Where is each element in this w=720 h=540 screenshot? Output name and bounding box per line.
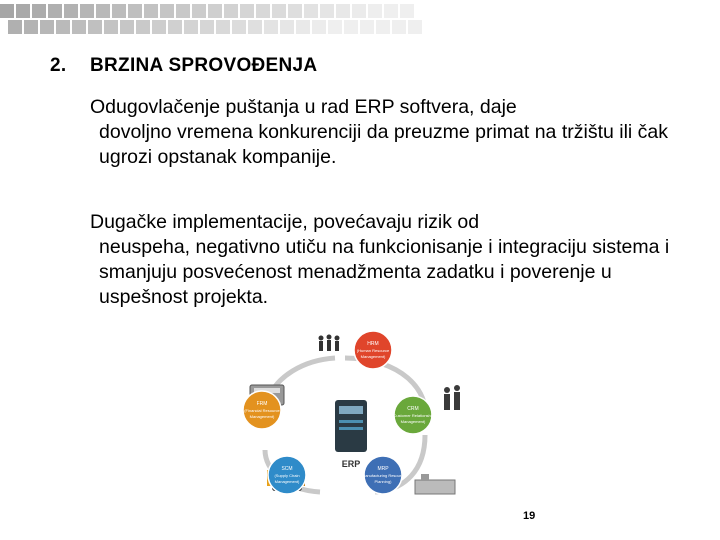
module-abbr: FRM [256,401,268,407]
decorative-square-pattern [0,0,720,50]
module-caption: (Manufacturing Resource [360,473,406,478]
page-number: 19 [523,510,536,522]
decorative-square [352,4,366,18]
decorative-square [8,20,22,34]
paragraph-1 [90,95,690,170]
decorative-square [88,20,102,34]
decorative-square [336,4,350,18]
decorative-square [16,4,30,18]
decorative-square [64,4,78,18]
erp-module-frm [243,391,281,429]
decorative-square [240,4,254,18]
people-icon [319,335,340,352]
module-abbr: SCM [281,466,293,472]
decorative-square [40,20,54,34]
decorative-square [48,4,62,18]
slide-heading [50,55,317,77]
decorative-square [80,4,94,18]
decorative-square [344,20,358,34]
decorative-square [0,4,14,18]
decorative-square [320,4,334,18]
decorative-square [136,20,150,34]
erp-diagram [225,330,465,510]
module-caption: Management) [274,479,300,484]
erp-module-scm [268,456,306,494]
business-people-icon [444,385,460,410]
paragraph-2-rest: neuspeha, negativno utiču na funkcionisanje i integraciju sistema i smanjuju posvećenost menadžmenta zadatku i poverenje u uspešnost projekta. [99,236,670,308]
decorative-square [304,4,318,18]
module-abbr: HRM [367,341,379,347]
decorative-square [232,20,246,34]
decorative-square [264,20,278,34]
decorative-square [224,4,238,18]
erp-module-mrp [361,456,407,494]
decorative-square [400,4,414,18]
module-abbr: MRP [377,466,389,472]
module-abbr: CRM [407,406,419,412]
erp-module-crm [392,396,435,434]
factory-icon [415,474,455,494]
decorative-square [24,20,38,34]
server-icon [335,400,367,452]
decorative-square [312,20,326,34]
decorative-square [168,20,182,34]
decorative-square [144,4,158,18]
decorative-square [376,20,390,34]
decorative-square [296,20,310,34]
erp-center-label: ERP [341,459,361,469]
decorative-square [208,4,222,18]
decorative-square [368,4,382,18]
decorative-square [288,4,302,18]
paragraph-1-rest: dovoljno vremena konkurenciji da preuzme primat na tržištu ili čak ugrozi opstanak kompanije. [99,121,669,168]
decorative-square [280,20,294,34]
decorative-square [112,4,126,18]
decorative-square [328,20,342,34]
decorative-square [384,4,398,18]
module-caption: (Financial Resource [244,408,280,413]
module-caption: Management) [249,414,275,419]
decorative-square [192,4,206,18]
decorative-square [72,20,86,34]
decorative-square [216,20,230,34]
paragraph-2 [90,210,690,310]
decorative-square [360,20,374,34]
decorative-square [56,20,70,34]
decorative-square [248,20,262,34]
decorative-square [256,4,270,18]
decorative-square [32,4,46,18]
paragraph-2-first-line: Dugačke implementacije, povećavaju rizik od [90,211,480,233]
decorative-square [96,4,110,18]
decorative-square [152,20,166,34]
decorative-square [272,4,286,18]
decorative-square [408,20,422,34]
paragraph-1-first-line: Odugovlačenje puštanja u rad ERP softvera, daje [90,96,517,118]
erp-module-hrm [354,331,392,369]
heading-text: BRZINA SPROVOĐENJA [90,55,318,76]
decorative-square [128,4,142,18]
decorative-square [184,20,198,34]
module-caption: Management) [360,354,386,359]
decorative-square [200,20,214,34]
decorative-square [160,4,174,18]
decorative-square [176,4,190,18]
decorative-square [104,20,118,34]
module-caption: Management) [400,419,426,424]
module-caption: (Human Resource [356,348,390,353]
heading-number: 2. [50,55,67,76]
decorative-square [120,20,134,34]
decorative-square [392,20,406,34]
module-caption: (Customer Relationship [392,413,434,418]
module-caption: Planning) [374,479,392,484]
module-caption: (Supply Chain [274,473,300,478]
